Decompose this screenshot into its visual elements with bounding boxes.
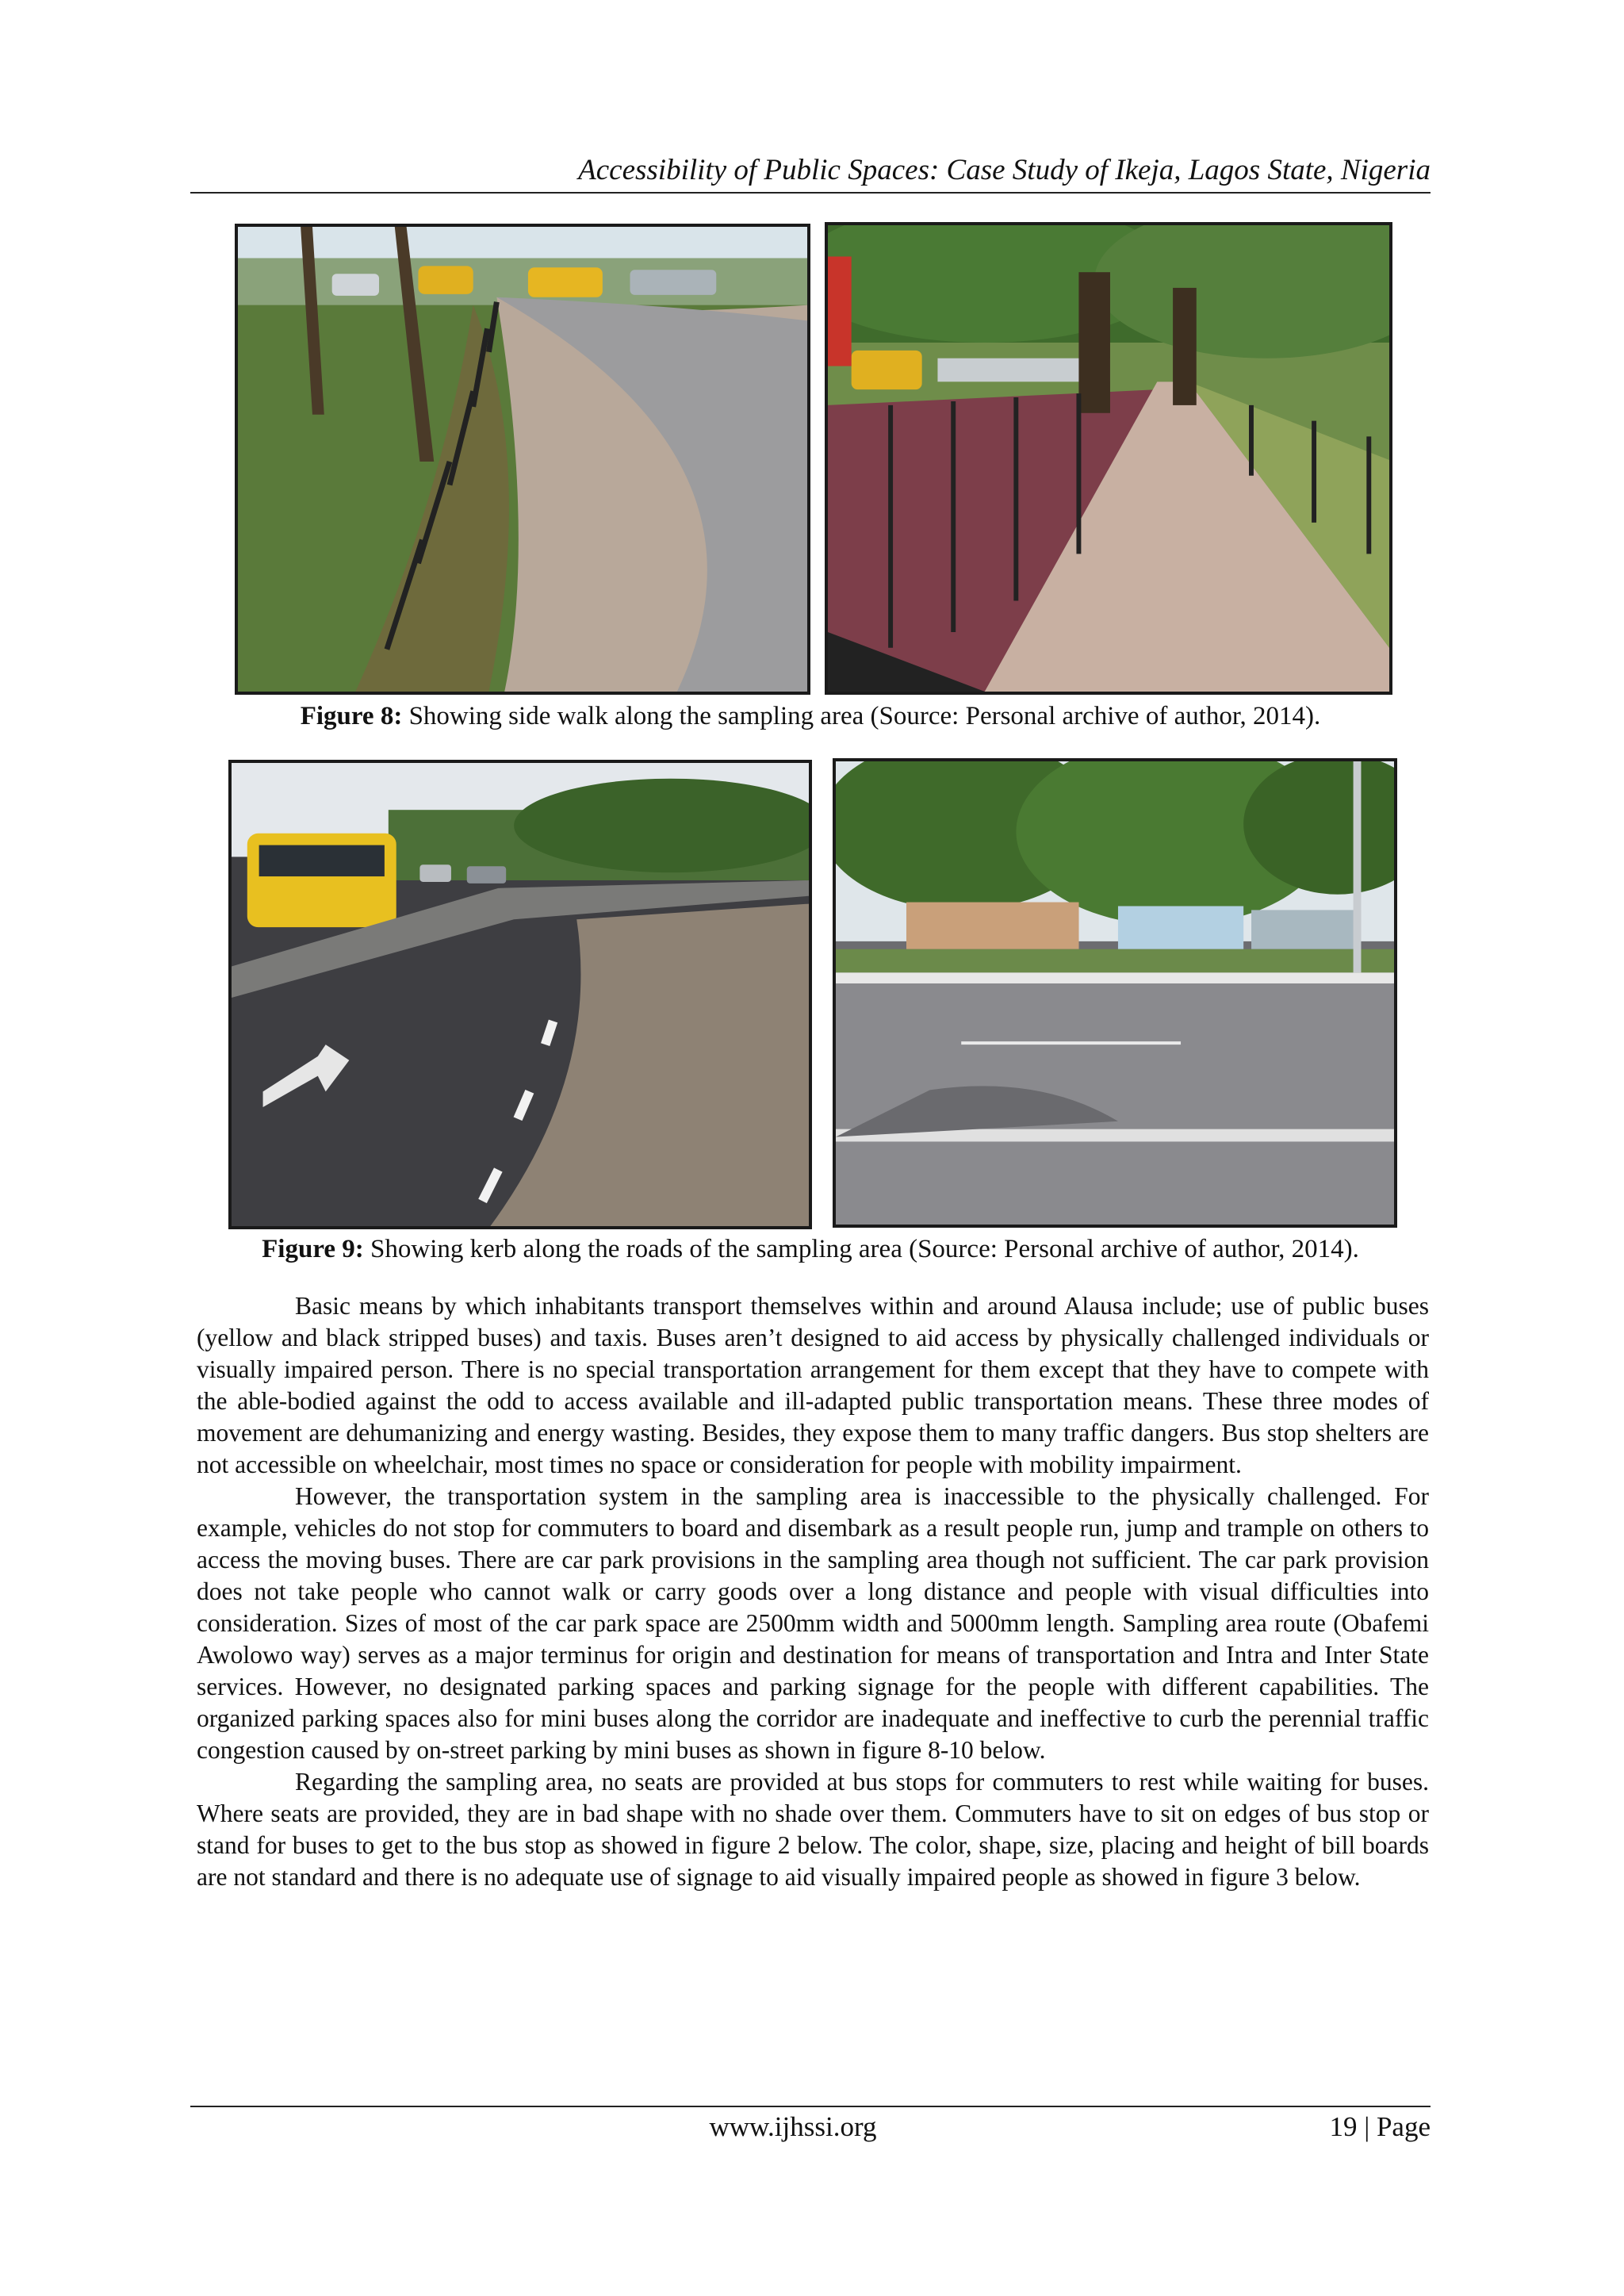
body-text: [197, 1290, 1429, 1893]
header-rule: [190, 192, 1431, 194]
footer-website-link[interactable]: www.ijhssi.org: [709, 2111, 877, 2142]
footer-rule: [190, 2106, 1431, 2107]
figure-8-caption-text: Showing side walk along the sampling area (Source: Personal archive of author, 2014).: [408, 702, 1321, 730]
footer-page-number: 19 | Page: [1329, 2111, 1431, 2142]
figure-8-right-photo: [825, 222, 1392, 695]
paragraph-3: Regarding the sampling area, no seats are provided at bus stops for commuters to rest while waiting for buses. Where seats are provided, they are in bad shape with no shade over them. Commuters have to sit on edges of bus stop or stand for buses to get to the bus stop as showed in figure 2 below. The color, shape, size, placing and height of bill boards are not standard and there is no adequate use of signage to aid visually impaired people as showed in figure 3 below.: [197, 1768, 1429, 1891]
figure-8-label: Figure 8:: [300, 702, 403, 730]
figure-9-left-photo: [228, 760, 812, 1229]
figure-8-caption: [190, 700, 1431, 733]
figure-8-left-photo: [235, 224, 810, 695]
figure-9-caption-text: Showing kerb along the roads of the sampling area (Source: Personal archive of author, 2014).: [370, 1235, 1359, 1263]
figure-9-right-photo: [833, 758, 1397, 1228]
running-header: Accessibility of Public Spaces: Case Study of Ikeja, Lagos State, Nigeria: [578, 154, 1431, 186]
figure-9-caption: [190, 1232, 1431, 1266]
paragraph-2: However, the transportation system in the sampling area is inaccessible to the physically challenged. For example, vehicles do not stop for commuters to board and disembark as a result people run, jump and trample on others to access the moving buses. There are car park provisions in the sampling area though not sufficient. The car park provision does not take people who cannot walk or carry goods over a long distance and people with visual difficulties into consideration. Sizes of most of the car park space are 2500mm width and 5000mm length. Sampling area route (Obafemi Awolowo way) serves as a major terminus for origin and destination for means of transportation and Intra and Inter State services. However, no designated parking spaces and parking signage for the people with different capabilities. The organized parking spaces also for mini buses along the corridor are inadequate and ineffective to curb the perennial traffic congestion caused by on-street parking by mini buses as shown in figure 8-10 below.: [197, 1482, 1429, 1764]
figure-9-label: Figure 9:: [262, 1235, 364, 1263]
paragraph-1: Basic means by which inhabitants transport themselves within and around Alausa include; use of public buses (yellow and black stripped buses) and taxis. Buses aren’t designed to aid access by physically challenged individuals or visually impaired person. There is no special transportation arrangement for them except that they have to compete with the able-bodied against the odd to access available and ill-adapted public transportation means. These three modes of movement are dehumanizing and energy wasting. Besides, they expose them to many traffic dangers. Bus stop shelters are not accessible on wheelchair, most times no space or consideration for people with mobility impairment.: [197, 1292, 1429, 1478]
